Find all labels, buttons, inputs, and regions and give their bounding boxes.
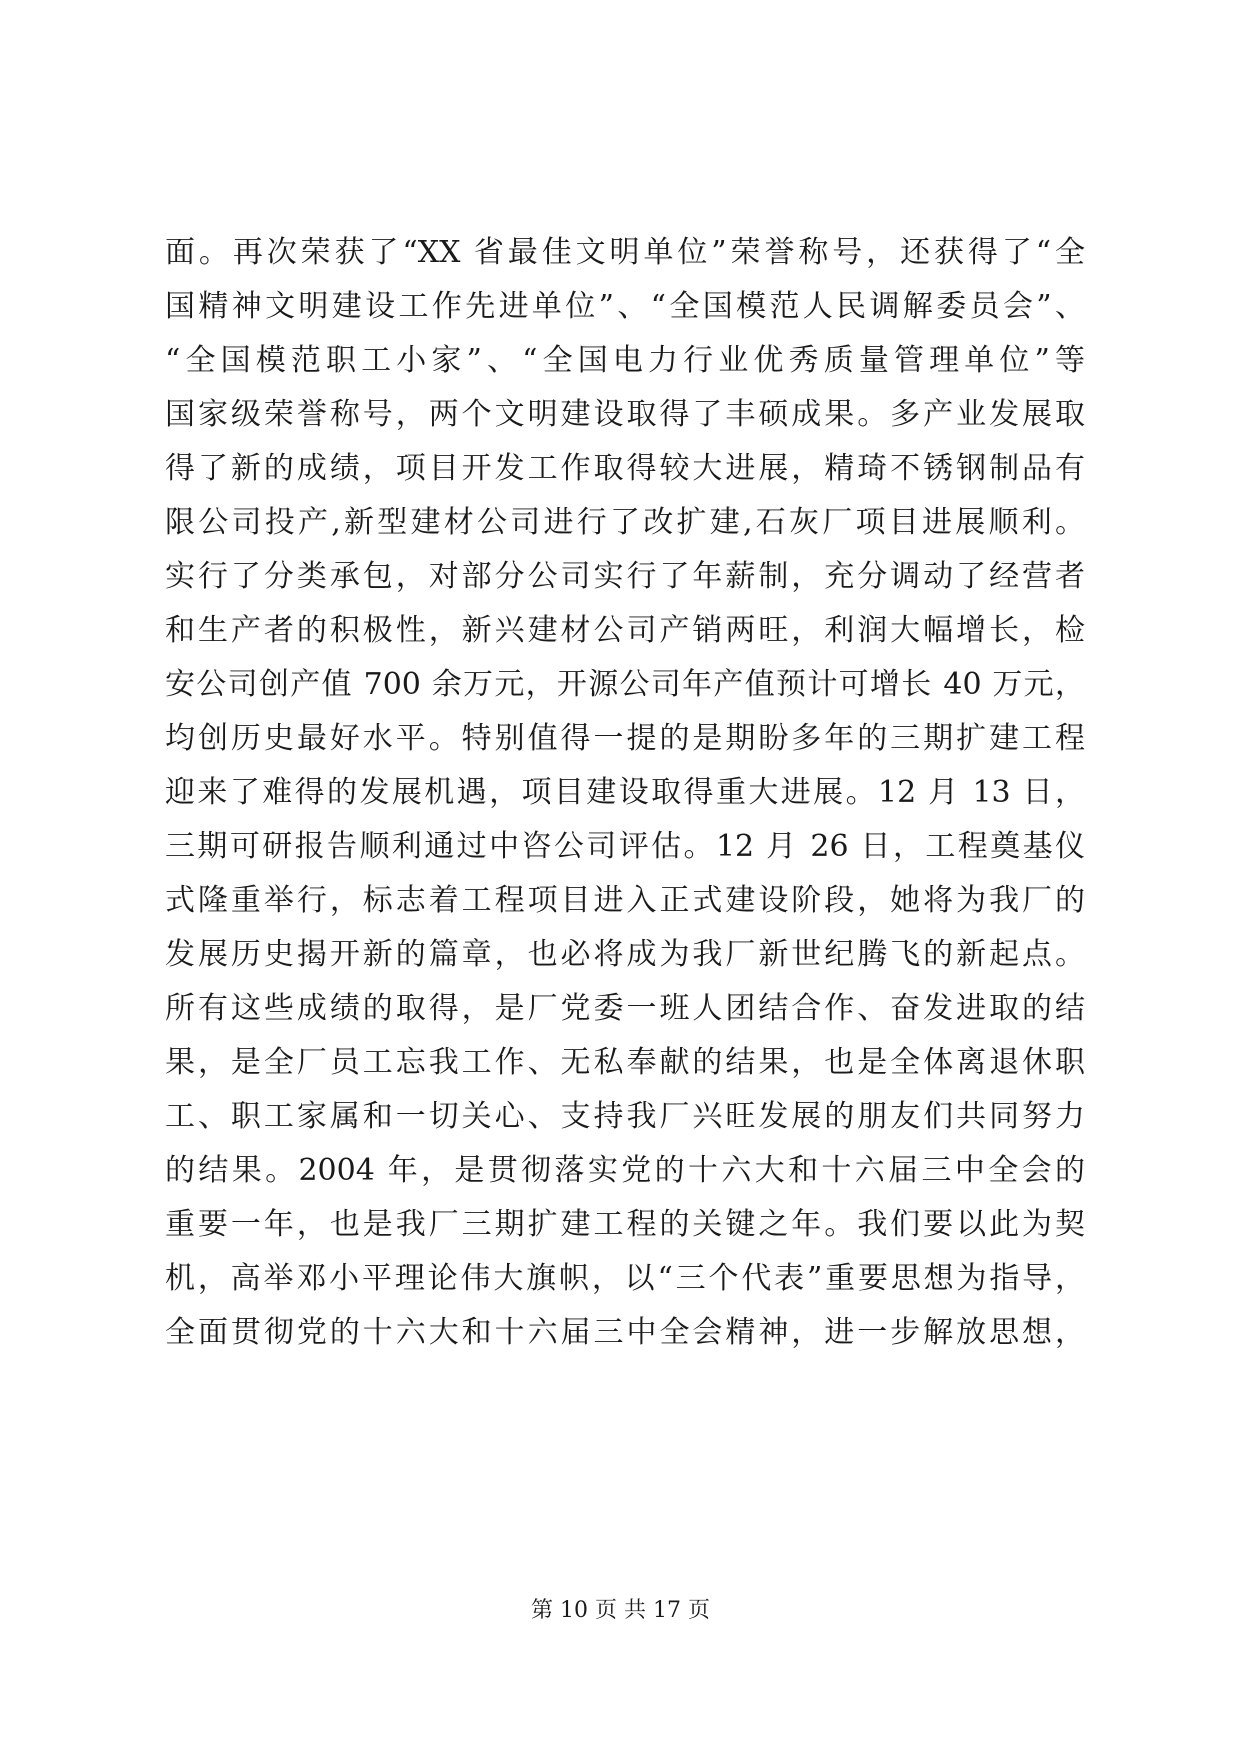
text-line: 果，是全厂员工忘我工作、无私奉献的结果，也是全体离退休职 [165,1045,1085,1080]
text-line: 的结果。2004 年，是贯彻落实党的十六大和十六届三中全会的 [165,1153,1085,1188]
text-line: “全国模范职工小家”、“全国电力行业优秀质量管理单位”等 [165,343,1085,378]
text-line: 限公司投产,新型建材公司进行了改扩建,石灰厂项目进展顺利。 [165,505,1085,540]
text-line: 迎来了难得的发展机遇，项目建设取得重大进展。12 月 13 日， [165,775,1085,810]
text-line: 国精神文明建设工作先进单位”、“全国模范人民调解委员会”、 [165,289,1085,324]
text-line: 式隆重举行，标志着工程项目进入正式建设阶段，她将为我厂的 [165,883,1085,918]
text-line: 国家级荣誉称号，两个文明建设取得了丰硕成果。多产业发展取 [165,397,1085,432]
text-line: 三期可研报告顺利通过中咨公司评估。12 月 26 日，工程奠基仪 [165,829,1085,864]
text-line: 和生产者的积极性，新兴建材公司产销两旺，利润大幅增长，检 [165,613,1085,648]
text-line: 均创历史最好水平。特别值得一提的是期盼多年的三期扩建工程 [165,721,1085,756]
text-line: 机，高举邓小平理论伟大旗帜，以“三个代表”重要思想为指导， [165,1261,1085,1296]
body-text [165,226,1085,1360]
page-number: 第 10 页 共 17 页 [531,1598,710,1623]
text-line: 实行了分类承包，对部分公司实行了年薪制，充分调动了经营者 [165,559,1085,594]
text-line: 全面贯彻党的十六大和十六届三中全会精神，进一步解放思想， [165,1315,1085,1350]
text-line: 面。再次荣获了“XX 省最佳文明单位”荣誉称号，还获得了“全 [165,235,1085,270]
text-line: 重要一年，也是我厂三期扩建工程的关键之年。我们要以此为契 [165,1207,1085,1242]
text-line: 所有这些成绩的取得，是厂党委一班人团结合作、奋发进取的结 [165,991,1085,1026]
text-line: 安公司创产值 700 余万元，开源公司年产值预计可增长 40 万元， [165,667,1085,702]
page-footer [0,1596,1241,1626]
text-line: 发展历史揭开新的篇章，也必将成为我厂新世纪腾飞的新起点。 [165,937,1085,972]
text-line: 得了新的成绩，项目开发工作取得较大进展，精琦不锈钢制品有 [165,451,1085,486]
text-line: 工、职工家属和一切关心、支持我厂兴旺发展的朋友们共同努力 [165,1099,1085,1134]
